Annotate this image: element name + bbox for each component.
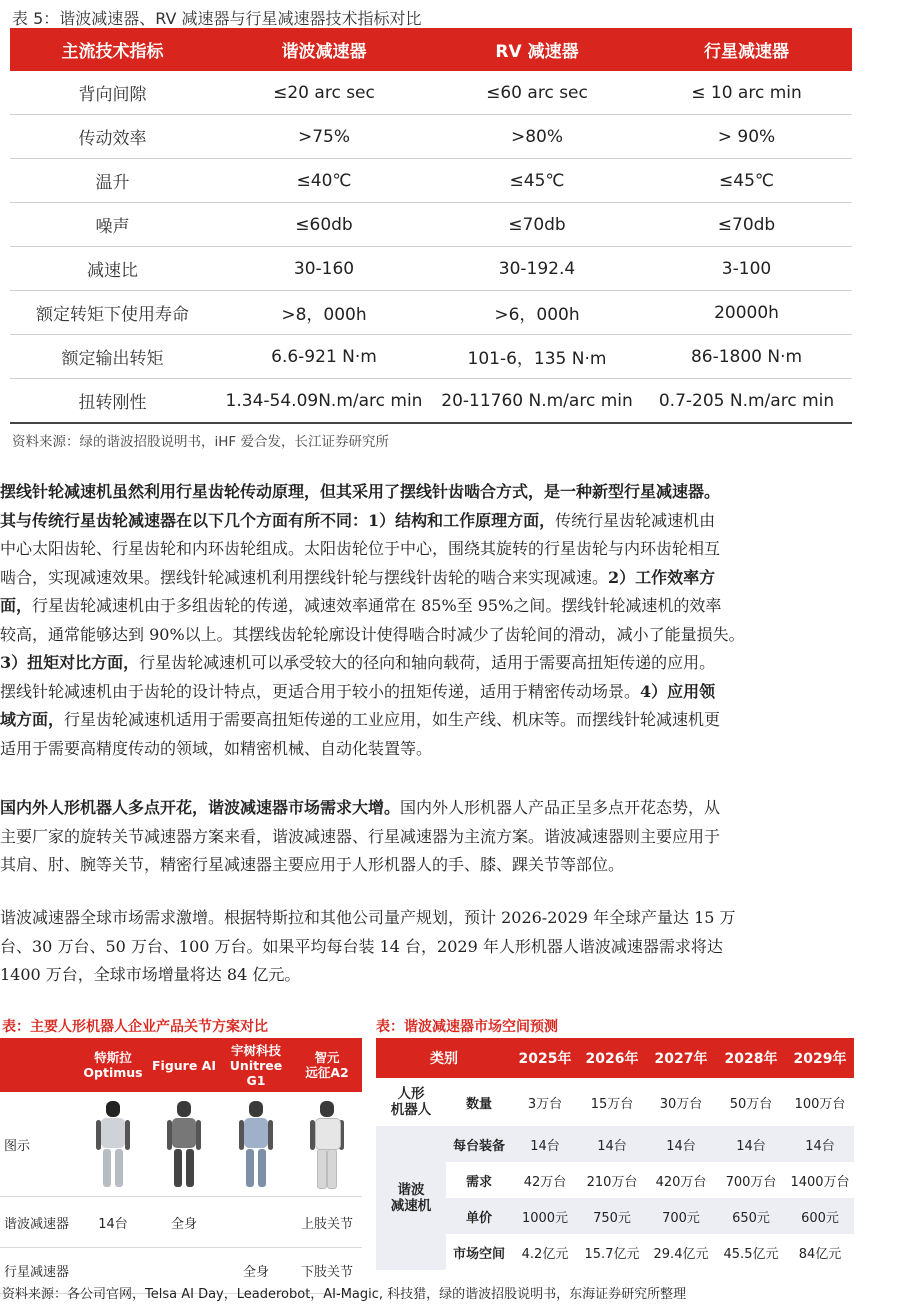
table-right-header-cell: 类别 [376, 1038, 512, 1078]
text-line: 适用于需要高精度传动的领域，如精密机械、自动化装置等。 [0, 738, 433, 758]
table-cell: 全身 [148, 1197, 220, 1248]
table-cell: 1400万台 [790, 1174, 850, 1190]
header-line: Figure AI [152, 1057, 216, 1073]
table-cell: 14台 [578, 1126, 646, 1162]
bold-text: 摆线针轮减速机虽然利用行星齿轮传动原理，但其采用了摆线针齿啮合方式，是一种新型行星减速器。 [0, 482, 721, 501]
robot-optimus-image [96, 1099, 130, 1189]
table-cell: 行星减速器 [0, 1248, 78, 1294]
header-line: Optimus [83, 1065, 143, 1080]
row-label: 每台装备 [446, 1126, 512, 1162]
table-row [376, 1078, 854, 1126]
bold-text: 国内外人形机器人多点开花，谐波减速器市场需求大增。 [0, 798, 401, 817]
table-cell: 15.7亿元 [584, 1246, 640, 1262]
table-cell: 20-11760 N.m/arc min [433, 379, 641, 424]
table-right [376, 1038, 854, 1270]
table-left-header-row [0, 1038, 362, 1092]
table5-source: 资料来源：绿的谐波招股说明书，iHF 爱合发，长江证券研究所 [12, 434, 389, 450]
text-line [0, 592, 912, 621]
paragraph-market [0, 904, 912, 990]
bold-text: 面， [0, 596, 33, 615]
table-cell: 6.6-921 N·m [215, 335, 433, 379]
table-cell: 45.5亿元 [723, 1246, 779, 1262]
table-right-header-cell: 2029年 [786, 1038, 854, 1078]
table-cell: 0.7-205 N.m/arc min [641, 379, 852, 424]
table-row [10, 203, 852, 247]
table-cell: 700万台 [725, 1174, 777, 1190]
text-span: 传统行星齿轮减速机由 [555, 510, 716, 530]
table-cell: >8，000h [215, 291, 433, 335]
header-line: Unitree G1 [229, 1057, 283, 1088]
table-cell: 全身 [220, 1248, 292, 1294]
source-footnote: 资料来源：各公司官网，Telsa AI Day，Leaderobot，AI-Magic, 科技猎，绿的谐波招股说明书，东海证券研究所整理 [2, 1287, 687, 1302]
text-line: 较高，通常能够达到 90%以上。其摆线齿轮轮廓设计使得啮合时减少了齿轮间的滑动，减小了能量损失。 [0, 624, 745, 644]
group-label [376, 1126, 446, 1270]
table5-title: 表 5：谐波减速器、RV 减速器与行星减速器技术指标对比 [12, 9, 422, 28]
text-line [0, 706, 912, 735]
table-cell: ≤70db [433, 203, 641, 247]
table5-header-cell: 谐波减速器 [215, 28, 433, 71]
bold-text: 域方面， [0, 710, 65, 729]
table-cell: 1000元 [512, 1198, 578, 1234]
header-line: 特斯拉 [94, 1050, 132, 1065]
table-cell: 14台 [512, 1126, 578, 1162]
table-cell: 3-100 [641, 247, 852, 291]
table-cell: 14台 [716, 1126, 786, 1162]
robot-unitree-image [239, 1099, 273, 1189]
row-label: 数量 [465, 1096, 492, 1112]
bold-text: 2）工作效率方 [608, 567, 716, 587]
text-line [0, 794, 912, 823]
table-cell [78, 1092, 148, 1197]
text-line [0, 564, 912, 593]
text-line: 其肩、肘、腕等关节，精密行星减速器主要应用于人形机器人的手、膝、踝关节等部位。 [0, 855, 625, 874]
group-line: 谐波 [397, 1182, 425, 1198]
table-row [10, 335, 852, 379]
table-row [0, 1092, 362, 1197]
table-cell: 700元 [646, 1198, 716, 1234]
table-cell: 30-160 [215, 247, 433, 291]
table-cell: ≤45℃ [433, 159, 641, 203]
table-cell: ≤ 10 arc min [641, 71, 852, 115]
table-left-title: 表：主要人形机器人企业产品关节方案对比 [2, 1019, 268, 1035]
bold-text: 4）应用领 [640, 681, 716, 701]
table-cell: 210万台 [586, 1174, 638, 1190]
table-right-header-cell: 2026年 [578, 1038, 646, 1078]
row-label: 单价 [446, 1198, 512, 1234]
table-row [10, 247, 852, 291]
table-left-header-cell [148, 1038, 220, 1092]
table-cell: 14台 [646, 1126, 716, 1162]
table-cell: 谐波减速器 [0, 1197, 78, 1248]
table-cell: 传动效率 [10, 115, 215, 159]
table5-header-cell: 行星减速器 [641, 28, 852, 71]
table-cell: 650元 [716, 1198, 786, 1234]
table-cell: 噪声 [10, 203, 215, 247]
table-cell: 温升 [10, 159, 215, 203]
table-cell: >6，000h [433, 291, 641, 335]
robot-figure-image [167, 1099, 201, 1189]
table-right-header-cell: 2025年 [512, 1038, 578, 1078]
table-cell: 上肢关节 [292, 1197, 362, 1248]
table-cell: 减速比 [10, 247, 215, 291]
text-span: 摆线针轮减速机由于齿轮的设计特点，更适合用于较小的扭矩传递，适用于精密传动场景。 [0, 681, 641, 701]
table-cell [292, 1092, 362, 1197]
table-right-header-cell: 2028年 [716, 1038, 786, 1078]
table-cell: 50万台 [729, 1096, 773, 1112]
table-cell: 101-6，135 N·m [433, 335, 641, 379]
paragraph-cycloidal [0, 478, 912, 763]
table-cell: 下肢关节 [292, 1248, 362, 1294]
table-cell: 14台 [78, 1197, 148, 1248]
table-cell: 42万台 [523, 1174, 567, 1190]
table-row [10, 291, 852, 335]
table5-header-cell: RV 减速器 [433, 28, 641, 71]
table-cell: 86-1800 N·m [641, 335, 852, 379]
text-line: 中心太阳齿轮、行星齿轮和内环齿轮组成。太阳齿轮位于中心，围绕其旋转的行星齿轮与内环齿轮相互 [0, 539, 721, 558]
text-line: 台、30 万台、50 万台、100 万台。如果平均每台装 14 台，2029 年人形机器人谐波减速器需求将达 [0, 936, 723, 956]
table-row [376, 1162, 854, 1198]
table5 [10, 28, 852, 424]
table-cell: 4.2亿元 [521, 1246, 569, 1262]
table-row [10, 71, 852, 115]
table-left-header-cell [220, 1038, 292, 1092]
table-row [10, 379, 852, 424]
group-label [376, 1078, 446, 1126]
text-line: 主要厂家的旋转关节减速器方案来看，谐波减速器、行星减速器为主流方案。谐波减速器则主要应用于 [0, 826, 721, 846]
table-cell: 84亿元 [798, 1246, 842, 1262]
table-cell: 额定输出转矩 [10, 335, 215, 379]
table-cell: ≤70db [641, 203, 852, 247]
header-line: 宇树科技 [230, 1042, 281, 1058]
table-right-title: 表：谐波减速器市场空间预测 [376, 1019, 558, 1035]
bold-text: 其与传统行星齿轮减速器在以下几个方面有所不同：1）结构和工作原理方面， [0, 510, 556, 530]
table-left-header-cell [292, 1038, 362, 1092]
table-cell: 100万台 [794, 1096, 846, 1112]
table-cell: 29.4亿元 [653, 1246, 709, 1262]
table-cell: > 90% [641, 115, 852, 159]
text-span: 行星齿轮减速机可以承受较大的径向和轴向载荷，适用于需要高扭矩传递的应用。 [139, 653, 716, 672]
table5-header-row [10, 28, 852, 71]
table-cell: 14台 [786, 1126, 854, 1162]
table-cell [220, 1092, 292, 1197]
table-left [0, 1038, 362, 1294]
table-cell: 3万台 [527, 1096, 563, 1112]
table-right-header-cell: 2027年 [646, 1038, 716, 1078]
table-row [376, 1234, 854, 1270]
text-line [0, 678, 912, 707]
table-cell: 30万台 [659, 1096, 703, 1112]
text-span: 国内外人形机器人产品正呈多点开花态势，从 [400, 798, 721, 817]
header-line: 智元 [314, 1050, 340, 1065]
table-row [376, 1198, 854, 1234]
table-cell: 750元 [578, 1198, 646, 1234]
row-label: 需求 [465, 1174, 492, 1190]
bold-text: 3）扭矩对比方面， [0, 653, 140, 672]
table-cell: 15万台 [590, 1096, 634, 1112]
text-line [0, 478, 912, 507]
text-span: 行星齿轮减速机适用于需要高扭矩传递的工业应用，如生产线、机床等。而摆线针轮减速机更 [64, 710, 721, 729]
table-cell: ≤20 arc sec [215, 71, 433, 115]
table-cell: 扭转刚性 [10, 379, 215, 424]
row-label: 市场空间 [452, 1246, 505, 1262]
table-cell: ≤60 arc sec [433, 71, 641, 115]
table-cell [220, 1197, 292, 1248]
table-cell: >80% [433, 115, 641, 159]
table-row [376, 1126, 854, 1162]
table-cell: 600元 [786, 1198, 854, 1234]
table-row [0, 1197, 362, 1248]
robot-agibot-image [310, 1099, 344, 1189]
table-cell: 1.34-54.09N.m/arc min [215, 379, 433, 424]
group-line: 减速机 [390, 1198, 432, 1214]
table-row [10, 115, 852, 159]
table5-header-cell: 主流技术指标 [10, 28, 215, 71]
table-cell: ≤40℃ [215, 159, 433, 203]
table-cell: 背向间隙 [10, 71, 215, 115]
table-cell: 额定转矩下使用寿命 [10, 291, 215, 335]
table-cell [148, 1092, 220, 1197]
table-cell: >75% [215, 115, 433, 159]
paragraph-humanoid [0, 794, 912, 880]
table-cell: ≤60db [215, 203, 433, 247]
group-line: 人形 [397, 1086, 425, 1102]
text-line [0, 507, 912, 536]
table-cell: 图示 [0, 1092, 78, 1197]
text-span: 啮合，实现减速效果。摆线针轮减速机利用摆线针轮与摆线针齿轮的啮合来实现减速。 [0, 567, 609, 587]
table-cell: 20000h [641, 291, 852, 335]
table-cell: 30-192.4 [433, 247, 641, 291]
header-line: 远征A2 [305, 1065, 349, 1080]
text-line: 谐波减速器全球市场需求激增。根据特斯拉和其他公司量产规划，预计 2026-2029 年全球产量达 15 万 [0, 908, 736, 927]
text-line: 1400 万台，全球市场增量将达 84 亿元。 [0, 965, 301, 984]
text-span: 行星齿轮减速机由于多组齿轮的传递，减速效率通常在 85%至 95%之间。摆线针轮减速机的效率 [32, 596, 722, 615]
table-left-header-cell [78, 1038, 148, 1092]
table-row [10, 159, 852, 203]
table-left-header-cell [0, 1038, 78, 1092]
group-line: 机器人 [390, 1102, 432, 1118]
table-cell: 420万台 [655, 1174, 707, 1190]
table-right-header-row [376, 1038, 854, 1078]
table-cell: ≤45℃ [641, 159, 852, 203]
text-line [0, 649, 912, 678]
